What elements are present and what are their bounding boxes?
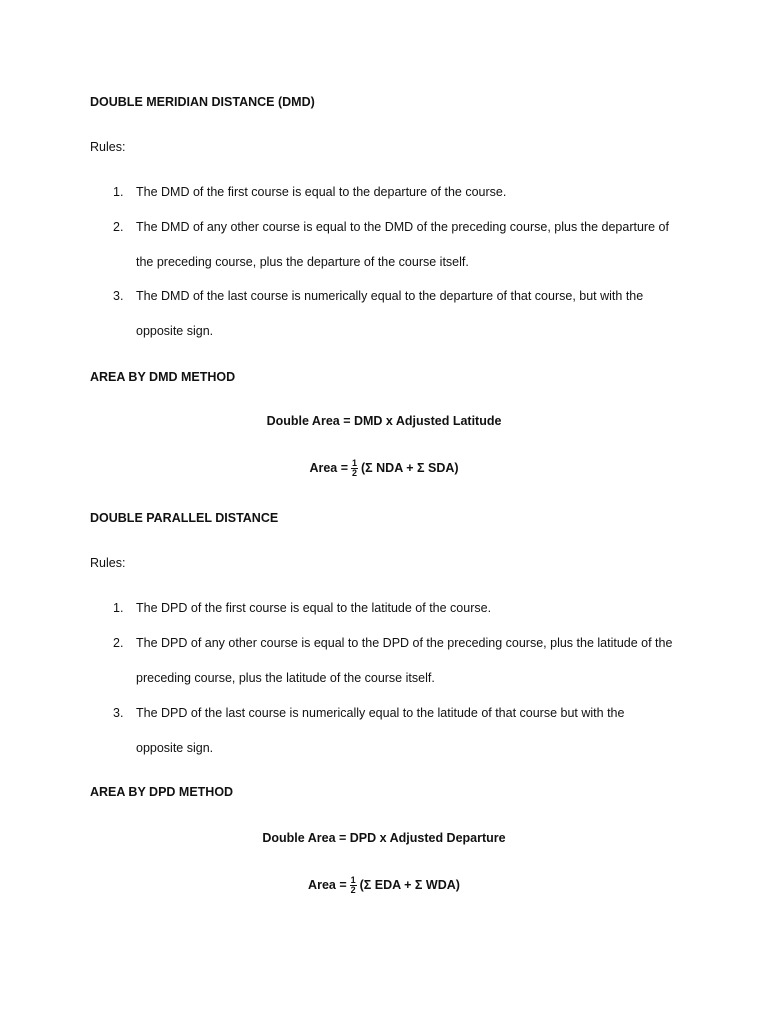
dpd-rule-1-text: The DPD of the first course is equal to the latitude of the course. bbox=[136, 601, 492, 615]
dmd-rules-label: Rules: bbox=[90, 140, 126, 154]
area-dpd-formula-prefix: Area = bbox=[308, 878, 347, 892]
dmd-rule-2-text-line-2: the preceding course, plus the departure of the course itself. bbox=[136, 255, 469, 269]
area-dpd-formula-area bbox=[0, 873, 768, 897]
dmd-rule-1-number: 1. bbox=[113, 185, 124, 199]
dpd-rule-2-number: 2. bbox=[113, 636, 124, 650]
dpd-rule-3-text-line-2: opposite sign. bbox=[136, 741, 214, 755]
dmd-rule-3-text-line-1: The DMD of the last course is numerically equal to the departure of that course, but with the bbox=[136, 289, 644, 303]
dmd-rule-1-text: The DMD of the first course is equal to the departure of the course. bbox=[136, 185, 507, 199]
dmd-rule-2-number: 2. bbox=[113, 220, 124, 234]
dmd-rule-2-text-line-1: The DMD of any other course is equal to the DMD of the preceding course, plus the departure of bbox=[136, 220, 669, 234]
area-dmd-formula-area bbox=[0, 456, 768, 480]
fraction-one-half bbox=[351, 459, 358, 478]
dpd-rule-2-text-line-2: preceding course, plus the latitude of the course itself. bbox=[136, 671, 435, 685]
fraction-denominator: 2 bbox=[350, 884, 356, 895]
fraction-numerator: 1 bbox=[350, 874, 356, 885]
area-dpd-formula-suffix: (Σ EDA + Σ WDA) bbox=[359, 878, 460, 892]
dpd-heading: DOUBLE PARALLEL DISTANCE bbox=[90, 511, 279, 525]
dmd-heading: DOUBLE MERIDIAN DISTANCE (DMD) bbox=[90, 95, 315, 109]
dpd-rule-3-text-line-1: The DPD of the last course is numerically equal to the latitude of that course but with the bbox=[136, 706, 625, 720]
fraction-denominator: 2 bbox=[352, 467, 358, 478]
area-dpd-formula-double-area: Double Area = DPD x Adjusted Departure bbox=[262, 831, 506, 845]
fraction-one-half bbox=[350, 876, 357, 895]
area-dmd-formula-prefix: Area = bbox=[309, 461, 349, 475]
dmd-rule-3-text-line-2: opposite sign. bbox=[136, 324, 214, 338]
fraction-numerator: 1 bbox=[352, 457, 358, 468]
dpd-rules-label: Rules: bbox=[90, 556, 126, 570]
dpd-rule-2-text-line-1: The DPD of any other course is equal to the DPD of the preceding course, plus the latitude of the bbox=[136, 636, 673, 650]
dpd-rule-1-number: 1. bbox=[113, 601, 124, 615]
area-dmd-formula-double-area: Double Area = DMD x Adjusted Latitude bbox=[266, 414, 502, 428]
dpd-rule-3-number: 3. bbox=[113, 706, 124, 720]
area-dpd-heading: AREA BY DPD METHOD bbox=[90, 785, 234, 799]
area-dmd-formula-suffix: (Σ NDA + Σ SDA) bbox=[361, 461, 459, 475]
area-dmd-heading: AREA BY DMD METHOD bbox=[90, 370, 236, 384]
dmd-rule-3-number: 3. bbox=[113, 289, 124, 303]
